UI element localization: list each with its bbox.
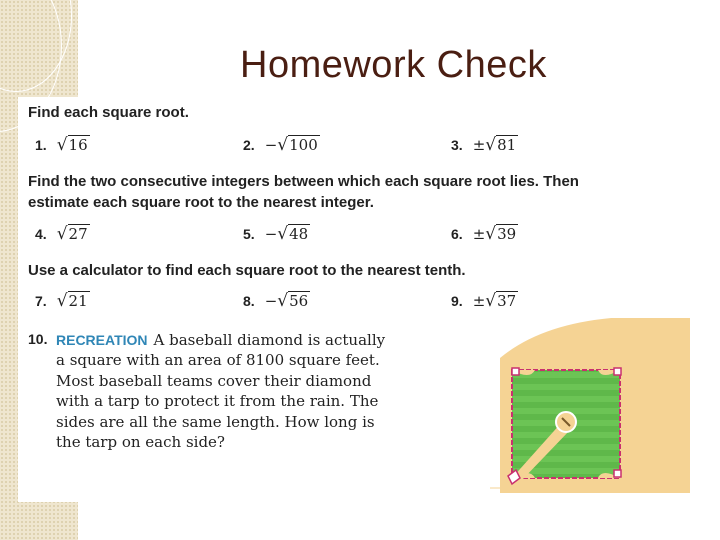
slide-title: Homework Check: [240, 44, 547, 86]
radical: √27: [56, 224, 88, 244]
problem-1: [35, 135, 90, 155]
section-heading: Use a calculator to find each square root to the nearest tenth.: [28, 262, 466, 279]
radical: √39: [485, 224, 517, 244]
problem-line: sides are all the same length. How long is: [56, 412, 375, 431]
problem-line: Most baseball teams cover their diamond: [56, 371, 372, 390]
problem-line: with a tarp to protect it from the rain. The: [56, 392, 379, 411]
problem-8: [243, 291, 310, 311]
base-marker: [614, 470, 621, 477]
problem-line: a square with an area of 8100 square feet.: [56, 351, 380, 370]
section-heading: Find each square root.: [28, 104, 189, 121]
radicand: 81: [497, 136, 517, 154]
problem-number: 5.: [243, 226, 255, 242]
radicand: 100: [289, 136, 318, 154]
problem-10-text: [56, 330, 396, 452]
recreation-label: RECREATION: [56, 332, 148, 348]
problem-number: 2.: [243, 137, 255, 153]
problem-sign: −: [264, 225, 278, 243]
problem-10-header: [28, 330, 57, 348]
problem-number: 7.: [35, 293, 47, 309]
problem-number: 9.: [451, 293, 463, 309]
section-heading: Find the two consecutive integers between which each square root lies. Then: [28, 173, 579, 190]
radicand: 27: [68, 225, 88, 243]
baseball-diamond-illustration: [490, 318, 690, 493]
problem-5: [243, 224, 310, 244]
problem-sign: ±: [472, 136, 486, 154]
problem-number: 6.: [451, 226, 463, 242]
problem-line: A baseball diamond is actually: [153, 331, 386, 349]
radicand: 56: [289, 292, 309, 310]
problem-number: 1.: [35, 137, 47, 153]
problem-6: [451, 224, 518, 244]
problem-sign: −: [264, 136, 278, 154]
problem-4: [35, 224, 90, 244]
radical: √100: [277, 135, 318, 155]
radical: √16: [56, 135, 88, 155]
problem-sign: ±: [472, 292, 486, 310]
problem-number: 10.: [28, 331, 48, 347]
radicand: 21: [68, 292, 88, 310]
problem-9: [451, 291, 518, 311]
section-heading: estimate each square root to the nearest integer.: [28, 194, 374, 211]
base-marker: [512, 368, 519, 375]
radical: √81: [485, 135, 517, 155]
problem-number: 4.: [35, 226, 47, 242]
radical: √21: [56, 291, 88, 311]
problem-3: [451, 135, 518, 155]
radical: √48: [277, 224, 309, 244]
radicand: 16: [68, 136, 88, 154]
problem-number: 3.: [451, 137, 463, 153]
radicand: 37: [497, 292, 517, 310]
problem-number: 8.: [243, 293, 255, 309]
radicand: 39: [497, 225, 517, 243]
radicand: 48: [289, 225, 309, 243]
radical: √56: [277, 291, 309, 311]
problem-line: the tarp on each side?: [56, 433, 225, 452]
problem-7: [35, 291, 90, 311]
base-marker: [614, 368, 621, 375]
problem-sign: −: [264, 292, 278, 310]
radical: √37: [485, 291, 517, 311]
problem-sign: ±: [472, 225, 486, 243]
problem-2: [243, 135, 320, 155]
